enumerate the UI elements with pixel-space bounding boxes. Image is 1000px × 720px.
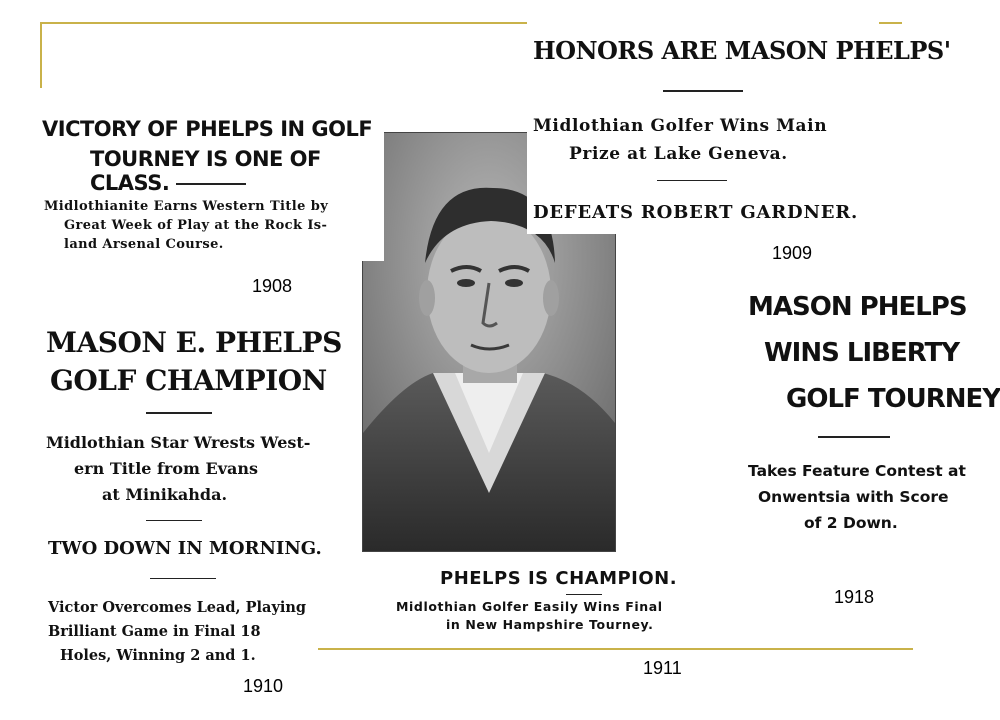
headline-1910-line2: GOLF CHAMPION [50,364,327,397]
headline-1918-line2: WINS LIBERTY [764,338,960,368]
headline-1918-line3: GOLF TOURNEY [786,384,1000,414]
rule-1910-a [146,412,212,414]
left-accent-line [40,22,42,88]
year-1911: 1911 [643,658,682,678]
year-1908: 1908 [252,276,293,296]
sub-1908-line3: land Arsenal Course. [64,237,224,252]
sub-1908-line2: Great Week of Play at the Rock Is- [64,218,328,233]
clipping-1909 [527,22,951,234]
headline-1910-line1: MASON E. PHELPS [46,326,342,359]
rule-1909-a [663,90,743,92]
bottom-accent-line [318,648,913,650]
rule-1908 [176,183,246,185]
sub-1909-line2: Prize at Lake Geneva. [569,144,788,164]
clipping-1908 [34,103,384,261]
headline-1908-line1: VICTORY OF PHELPS IN GOLF [42,117,373,141]
clipping-1918 [742,278,1000,564]
headline-1918-line1: MASON PHELPS [748,292,967,322]
rule-1910-c [150,578,216,579]
rule-1910-b [146,520,202,521]
rule-1909-b [657,180,727,181]
clipping-1911 [390,564,772,636]
sub-1918-line1: Takes Feature Contest at [748,462,966,480]
sub-1910-line7: Holes, Winning 2 and 1. [60,647,256,664]
sub-1910-line1: Midlothian Star Wrests West- [46,433,311,452]
sub-1918-line2: Onwentsia with Score [758,488,949,506]
year-1909: 1909 [772,243,813,263]
rule-1918 [818,436,890,438]
headline-1909: HONORS ARE MASON PHELPS' [533,36,951,65]
clipping-1910 [38,316,342,680]
headline-1911: PHELPS IS CHAMPION. [440,568,678,589]
year-1918: 1918 [834,587,875,607]
sub-1909-line1: Midlothian Golfer Wins Main [533,116,828,136]
sub-1909-line3: DEFEATS ROBERT GARDNER. [533,202,859,223]
headline-1908-line2: TOURNEY IS ONE OF CLASS. [90,147,321,195]
sub-1910-line5: Victor Overcomes Lead, Playing [48,599,307,616]
sub-1911-line1: Midlothian Golfer Easily Wins Final [396,599,663,614]
sub-1910-line6: Brilliant Game in Final 18 [48,623,261,640]
sub-1911-line2: in New Hampshire Tourney. [446,617,654,632]
sub-1910-line4: TWO DOWN IN MORNING. [48,538,322,559]
sub-1910-line2: ern Title from Evans [74,459,258,478]
sub-1918-line3: of 2 Down. [804,514,898,532]
year-1910: 1910 [243,676,284,696]
rule-1911 [566,594,602,595]
sub-1908-line1: Midlothianite Earns Western Title by [44,199,329,214]
sub-1910-line3: at Minikahda. [102,485,228,504]
